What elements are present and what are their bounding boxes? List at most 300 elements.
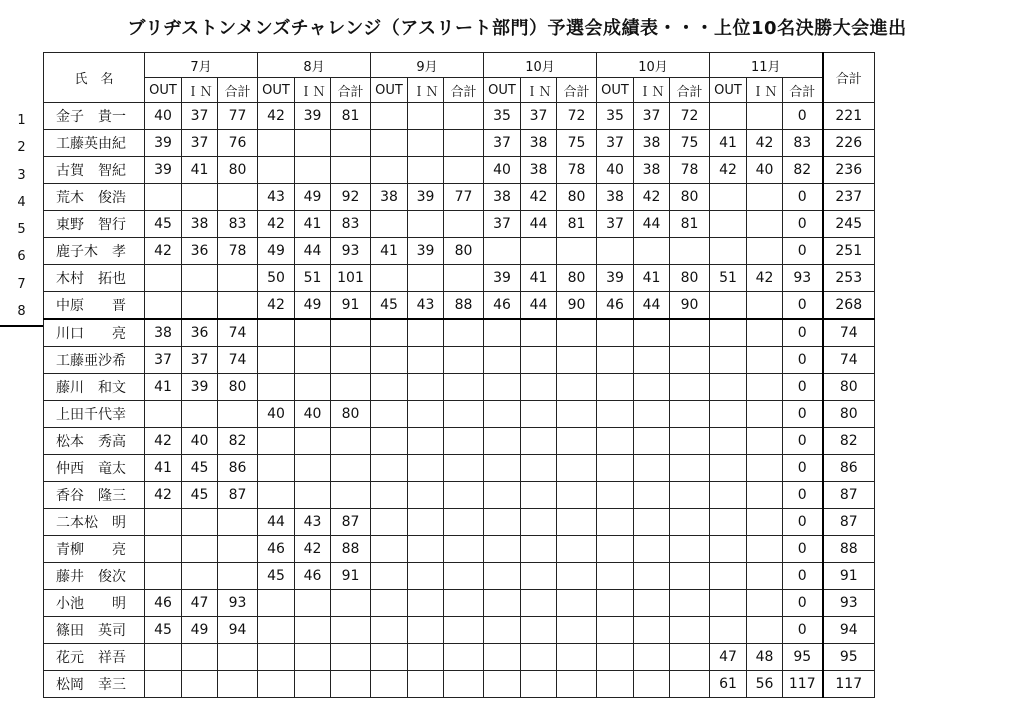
score-cell: 37 [634,103,670,130]
score-cell [484,536,521,563]
score-cell [521,536,557,563]
total-cell: 117 [823,671,875,698]
score-cell: 37 [484,130,521,157]
score-cell: 87 [331,509,371,536]
total-cell: 245 [823,211,875,238]
score-cell: 0 [783,563,823,590]
score-cell: 49 [182,617,218,644]
score-cell [521,319,557,347]
score-cell: 39 [484,265,521,292]
total-cell: 236 [823,157,875,184]
score-cell: 38 [182,211,218,238]
score-cell [295,157,331,184]
score-cell: 42 [295,536,331,563]
score-cell: 41 [521,265,557,292]
score-cell [484,509,521,536]
score-cell: 0 [783,428,823,455]
score-cell [521,428,557,455]
cutoff-line [0,325,43,327]
score-cell [634,482,670,509]
score-cell [597,509,634,536]
score-cell: 46 [484,292,521,320]
table-row [44,211,875,238]
score-cell: 35 [484,103,521,130]
score-cell [371,509,408,536]
score-cell [295,374,331,401]
score-cell [521,347,557,374]
score-cell: 80 [218,374,258,401]
table-row [44,536,875,563]
score-cell: 41 [182,157,218,184]
score-cell [484,590,521,617]
score-cell [557,401,597,428]
player-name: 小池 明 [44,590,145,617]
score-cell [484,401,521,428]
score-cell [670,671,710,698]
score-cell: 80 [557,265,597,292]
score-cell [521,563,557,590]
score-cell [408,563,444,590]
page-title: ブリヂストンメンズチャレンジ（アスリート部門）予選会成績表・・・上位10名決勝大会進出 [127,18,907,39]
table-row [44,428,875,455]
score-cell [670,563,710,590]
score-cell [145,509,182,536]
score-cell [597,563,634,590]
score-cell: 40 [145,103,182,130]
score-cell: 0 [783,455,823,482]
score-cell [145,671,182,698]
score-cell [182,184,218,211]
score-cell [408,671,444,698]
header-row-sub [44,78,875,103]
table-row [44,103,875,130]
score-cell [331,617,371,644]
score-cell: 40 [597,157,634,184]
score-cell [408,536,444,563]
score-cell: 38 [145,319,182,347]
score-cell [331,482,371,509]
score-cell: 36 [182,238,218,265]
score-cell [371,482,408,509]
score-cell [634,536,670,563]
score-cell: 76 [218,130,258,157]
score-cell: 41 [145,455,182,482]
score-cell: 51 [710,265,747,292]
table-row [44,455,875,482]
score-cell: 45 [182,455,218,482]
score-cell [218,265,258,292]
score-cell [634,617,670,644]
score-cell: 42 [258,292,295,320]
score-cell: 40 [258,401,295,428]
score-cell [331,644,371,671]
score-cell: 56 [747,671,783,698]
score-cell: 93 [218,590,258,617]
score-cell [408,644,444,671]
table-row [44,238,875,265]
month-header: 7月 [145,53,258,78]
in-header: ＩＮ [408,78,444,103]
sum-header: 合計 [557,78,597,103]
score-cell [331,590,371,617]
score-cell: 38 [484,184,521,211]
score-cell: 37 [145,347,182,374]
table-row [44,482,875,509]
score-cell [258,347,295,374]
rank-number: 5 [17,222,26,238]
total-cell: 74 [823,347,875,374]
score-cell: 80 [444,238,484,265]
total-cell: 221 [823,103,875,130]
score-cell: 0 [783,617,823,644]
score-cell [258,428,295,455]
sum-header: 合計 [670,78,710,103]
score-cell [597,455,634,482]
score-cell [521,509,557,536]
score-cell: 44 [258,509,295,536]
player-name: 荒木 俊浩 [44,184,145,211]
score-cell [145,401,182,428]
score-cell [557,455,597,482]
table-row [44,374,875,401]
player-name: 香谷 隆三 [44,482,145,509]
score-cell [145,644,182,671]
total-cell: 80 [823,401,875,428]
score-cell: 44 [521,211,557,238]
score-cell [521,455,557,482]
score-cell [331,671,371,698]
score-cell [258,374,295,401]
score-cell [331,455,371,482]
score-cell [444,347,484,374]
score-cell [484,563,521,590]
score-cell: 42 [521,184,557,211]
score-cell [710,455,747,482]
score-cell [408,211,444,238]
score-cell [634,374,670,401]
score-cell [747,401,783,428]
player-name: 金子 貴一 [44,103,145,130]
player-name: 青柳 亮 [44,536,145,563]
score-cell: 93 [331,238,371,265]
month-header: 11月 [710,53,823,78]
month-header: 9月 [371,53,484,78]
score-cell: 0 [783,103,823,130]
score-cell: 87 [218,482,258,509]
score-cell [747,292,783,320]
score-cell: 38 [597,184,634,211]
score-cell [634,455,670,482]
score-cell: 44 [521,292,557,320]
score-cell [444,428,484,455]
score-cell: 36 [182,319,218,347]
score-cell: 77 [218,103,258,130]
score-cell [634,238,670,265]
score-cell [710,211,747,238]
score-cell [371,563,408,590]
score-cell [521,238,557,265]
score-cell [710,103,747,130]
score-cell [444,130,484,157]
score-cell [521,644,557,671]
player-name: 工藤亜沙希 [44,347,145,374]
score-cell: 88 [444,292,484,320]
score-cell: 35 [597,103,634,130]
score-cell [371,617,408,644]
score-cell: 86 [218,455,258,482]
player-name: 工藤英由紀 [44,130,145,157]
score-cell [295,347,331,374]
score-cell [295,455,331,482]
score-cell [371,536,408,563]
score-cell [371,265,408,292]
score-cell [597,347,634,374]
player-name: 松本 秀高 [44,428,145,455]
score-cell [484,319,521,347]
score-cell [634,671,670,698]
score-cell: 91 [331,563,371,590]
table-row [44,617,875,644]
score-cell [295,671,331,698]
table-row [44,509,875,536]
score-cell [371,347,408,374]
score-cell [295,590,331,617]
score-cell [331,374,371,401]
score-body [44,103,875,698]
score-cell [557,590,597,617]
total-cell: 88 [823,536,875,563]
score-cell: 81 [331,103,371,130]
score-cell [444,617,484,644]
score-cell [597,617,634,644]
score-cell [710,563,747,590]
score-cell: 0 [783,401,823,428]
score-cell [597,401,634,428]
score-cell [710,401,747,428]
player-name: 東野 智行 [44,211,145,238]
score-cell [218,401,258,428]
score-cell [557,509,597,536]
player-name: 松岡 幸三 [44,671,145,698]
score-cell [634,509,670,536]
score-cell [258,671,295,698]
score-cell [747,103,783,130]
score-cell: 37 [182,347,218,374]
score-cell [258,157,295,184]
total-cell: 95 [823,644,875,671]
score-cell [670,617,710,644]
rank-number: 3 [17,167,26,183]
score-cell: 61 [710,671,747,698]
score-cell [145,292,182,320]
score-cell [408,374,444,401]
score-cell: 47 [182,590,218,617]
score-cell: 0 [783,319,823,347]
score-cell [371,157,408,184]
table-row [44,157,875,184]
month-header: 10月 [484,53,597,78]
month-header: 10月 [597,53,710,78]
score-cell [182,671,218,698]
total-cell: 237 [823,184,875,211]
score-cell [371,130,408,157]
score-cell [484,428,521,455]
score-cell: 38 [371,184,408,211]
score-cell [710,509,747,536]
out-header: OUT [597,78,634,103]
header-row-months [44,53,875,78]
table-row [44,347,875,374]
score-cell: 93 [783,265,823,292]
score-cell: 82 [218,428,258,455]
sum-header: 合計 [331,78,371,103]
score-cell: 83 [218,211,258,238]
score-cell: 81 [557,211,597,238]
score-cell [295,482,331,509]
score-cell [145,184,182,211]
score-cell [218,509,258,536]
score-cell: 41 [145,374,182,401]
score-cell: 39 [295,103,331,130]
score-cell [182,265,218,292]
score-cell: 72 [557,103,597,130]
score-cell [557,319,597,347]
score-cell: 95 [783,644,823,671]
score-cell [634,644,670,671]
score-cell [634,347,670,374]
score-cell: 49 [258,238,295,265]
score-cell: 37 [182,103,218,130]
score-cell [371,590,408,617]
score-cell [484,617,521,644]
score-cell: 45 [182,482,218,509]
score-cell: 0 [783,211,823,238]
score-cell [634,590,670,617]
month-header: 8月 [258,53,371,78]
score-cell: 38 [634,157,670,184]
score-cell [444,319,484,347]
score-cell [747,617,783,644]
player-name: 木村 拓也 [44,265,145,292]
score-cell: 38 [521,130,557,157]
score-cell: 40 [182,428,218,455]
score-cell: 94 [218,617,258,644]
score-cell [484,644,521,671]
score-cell: 44 [634,292,670,320]
score-cell [408,157,444,184]
score-cell [521,671,557,698]
score-cell [258,590,295,617]
score-cell [444,563,484,590]
score-cell [670,401,710,428]
score-cell [444,401,484,428]
player-name: 川口 亮 [44,319,145,347]
score-cell: 38 [634,130,670,157]
score-cell [371,374,408,401]
in-header: ＩＮ [634,78,670,103]
score-cell [557,482,597,509]
score-cell [371,428,408,455]
score-cell [597,644,634,671]
score-cell [670,509,710,536]
in-header: ＩＮ [182,78,218,103]
total-cell: 251 [823,238,875,265]
score-cell [444,157,484,184]
score-cell: 42 [258,103,295,130]
score-cell: 88 [331,536,371,563]
score-cell: 39 [145,157,182,184]
score-cell [557,238,597,265]
score-cell [258,617,295,644]
score-cell: 40 [295,401,331,428]
out-header: OUT [710,78,747,103]
score-cell [521,401,557,428]
sum-header: 合計 [444,78,484,103]
score-cell: 0 [783,482,823,509]
score-cell: 50 [258,265,295,292]
score-cell: 39 [145,130,182,157]
score-cell [557,536,597,563]
score-cell [710,347,747,374]
score-cell: 0 [783,184,823,211]
score-cell: 80 [670,265,710,292]
score-cell [597,671,634,698]
score-cell: 41 [710,130,747,157]
score-cell [747,509,783,536]
score-cell: 101 [331,265,371,292]
score-cell [670,644,710,671]
table-row [44,563,875,590]
score-cell [710,292,747,320]
table-row [44,401,875,428]
score-cell [670,238,710,265]
score-cell [408,482,444,509]
player-name: 二本松 明 [44,509,145,536]
in-header: ＩＮ [295,78,331,103]
score-cell [218,563,258,590]
score-cell [295,428,331,455]
score-cell: 46 [597,292,634,320]
score-cell [408,401,444,428]
score-cell [331,130,371,157]
total-cell: 268 [823,292,875,320]
out-header: OUT [484,78,521,103]
score-cell: 37 [182,130,218,157]
rank-number: 8 [17,304,26,320]
score-cell: 83 [783,130,823,157]
score-cell [557,671,597,698]
score-cell [670,455,710,482]
name-header: 氏 名 [44,53,145,103]
table-row [44,265,875,292]
score-cell [747,482,783,509]
score-cell: 90 [670,292,710,320]
score-cell [444,103,484,130]
score-cell [371,319,408,347]
table-row [44,292,875,320]
score-cell [521,617,557,644]
score-cell [484,374,521,401]
score-cell [484,671,521,698]
score-cell: 39 [408,184,444,211]
score-cell [408,265,444,292]
total-cell: 87 [823,482,875,509]
player-name: 古賀 智紀 [44,157,145,184]
score-cell [295,319,331,347]
score-cell [331,428,371,455]
score-cell: 39 [408,238,444,265]
score-cell: 41 [371,238,408,265]
